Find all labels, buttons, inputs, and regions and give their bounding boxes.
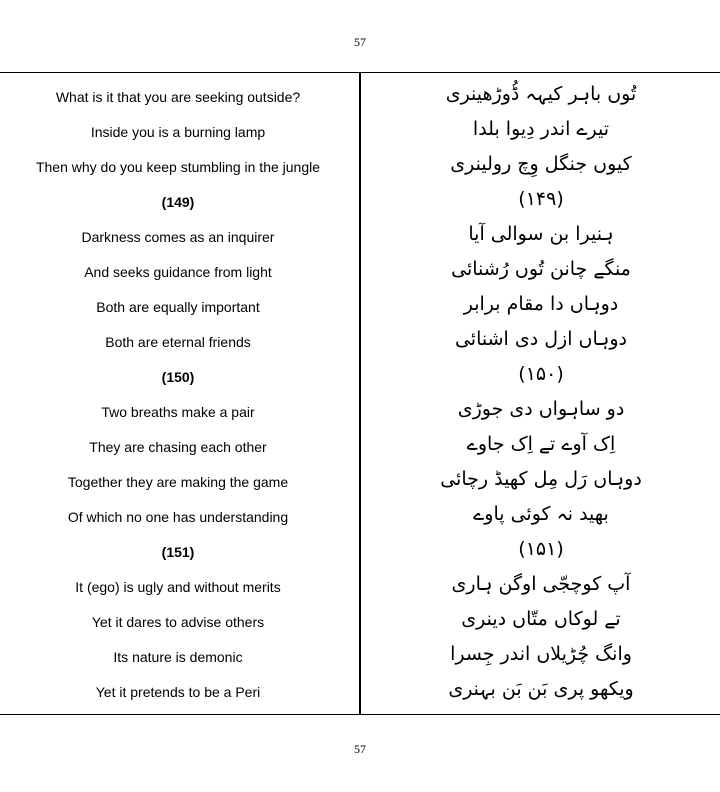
verse-number-row [0,185,720,220]
translation-table [0,72,720,715]
verse-row [0,80,720,115]
english-line: Darkness comes as an inquirer [81,229,275,245]
verse-row [0,570,720,605]
verse-row [0,465,720,500]
verse-number-row [0,535,720,570]
english-line: It (ego) is ugly and without merits [75,579,281,595]
english-line: Yet it dares to advise others [91,614,265,630]
english-line: Of which no one has understanding [67,509,289,525]
english-line: Yet it pretends to be a Peri [95,684,261,700]
punjabi-line: ہنیرا بن سوالی آیا [468,223,614,245]
verse-row [0,640,720,675]
punjabi-line: تے لوکاں متّاں دینری [461,608,621,630]
verse-number-punjabi: (۱۵۱) [518,538,564,560]
punjabi-line: تُوں باہر کیہہ ڈُوڑھینری [445,83,637,105]
verse-row [0,605,720,640]
verse-row [0,395,720,430]
english-line: They are chasing each other [89,439,267,455]
punjabi-line: منگے چانن تُوں رُشنائی [451,258,631,280]
punjabi-line: دوہاں دا مقام برابر [463,293,619,315]
punjabi-line: آپ کوچجّی اوگن ہاری [451,573,631,595]
english-line: Both are equally important [96,299,260,315]
verse-row [0,675,720,710]
verse-number-english: (150) [161,369,195,385]
punjabi-line: دوہاں ازل دی اشنائی [454,328,628,350]
english-line: Both are eternal friends [105,334,251,350]
punjabi-line: اِک آوے تے اِک جاوے [466,433,616,455]
english-line: Its nature is demonic [113,649,243,665]
verse-number-row [0,360,720,395]
verse-row [0,290,720,325]
punjabi-line: وانگ چُڑیلاں اندر جِسرا [450,643,632,665]
verse-row [0,150,720,185]
english-line: Inside you is a burning lamp [90,124,266,140]
english-line: Two breaths make a pair [101,404,255,420]
verse-row [0,255,720,290]
verse-row [0,115,720,150]
punjabi-line: دوہاں رَل مِل کھیڈ رچائی [440,468,642,490]
punjabi-line: تیرے اندر دِیوا بلدا [472,118,610,140]
english-line: And seeks guidance from light [84,264,272,280]
page-number-bottom: 57 [354,742,366,756]
verse-row [0,220,720,255]
english-line: What is it that you are seeking outside? [55,89,301,105]
punjabi-line: ویکھو پری بَن بَن بہنری [448,678,634,700]
verse-row [0,325,720,360]
punjabi-line: بھید نہ کوئی پاوے [473,503,609,525]
verse-number-english: (149) [161,194,195,210]
verse-row [0,500,720,535]
english-line: Then why do you keep stumbling in the jungle [35,159,321,175]
page-number-top: 57 [354,35,366,49]
punjabi-line: کیوں جنگل وِچ رولینری [450,153,632,175]
verse-number-punjabi: (۱۴۹) [518,188,564,210]
verse-number-punjabi: (۱۵۰) [518,363,564,385]
verse-number-english: (151) [161,544,195,560]
verse-row [0,430,720,465]
english-line: Together they are making the game [67,474,289,490]
punjabi-line: دو ساہواں دی جوڑی [457,398,625,420]
